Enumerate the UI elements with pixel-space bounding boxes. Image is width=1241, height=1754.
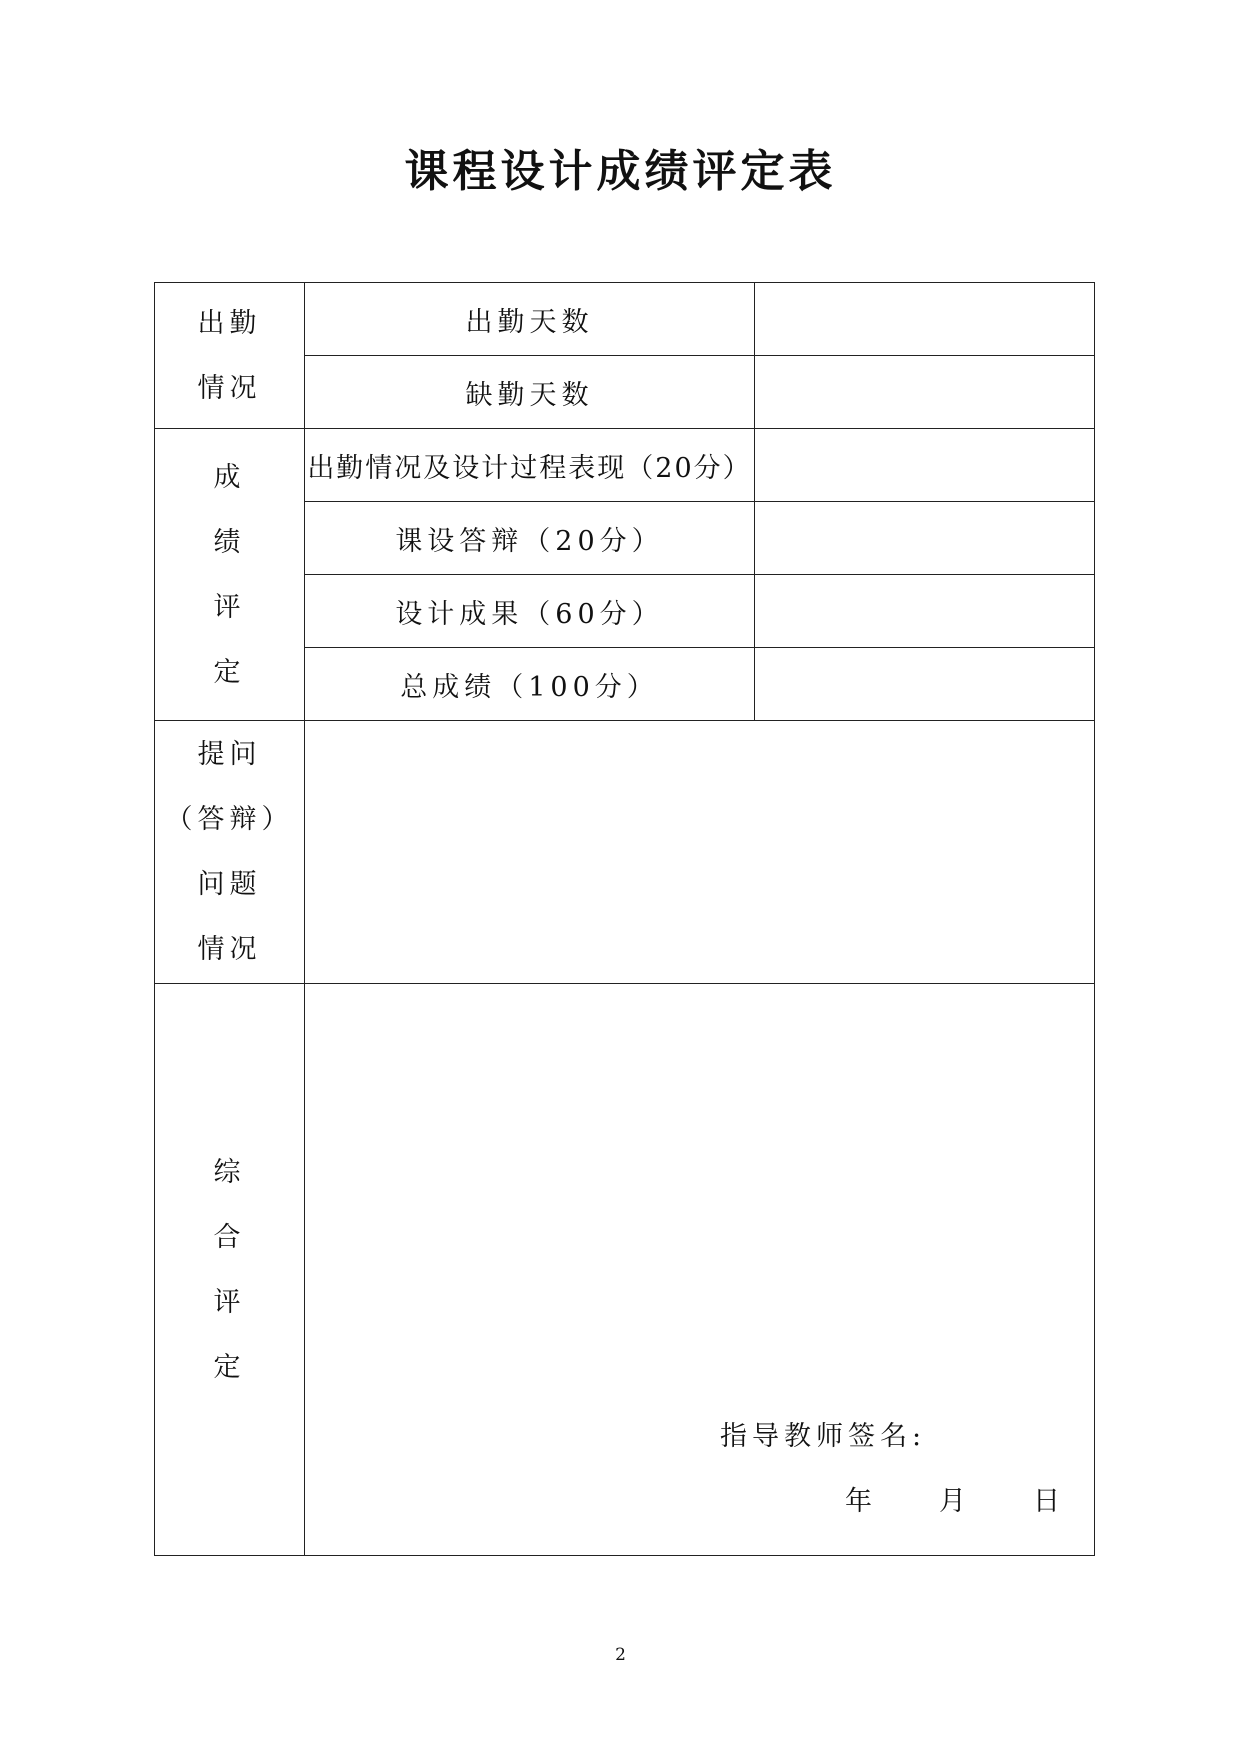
label-line: （答辩） <box>165 804 294 835</box>
process-performance-label: 出勤情况及设计过程表现（20分） <box>305 429 755 502</box>
label-line: 定 <box>213 656 246 688</box>
label-line: 问题 <box>197 869 262 900</box>
page-title: 课程设计成绩评定表 <box>404 146 837 197</box>
process-performance-score[interactable] <box>755 429 1095 502</box>
defense-score-label: 课设答辩（20分） <box>305 502 755 575</box>
date-year-label: 年 <box>845 1486 877 1517</box>
label-line: 出勤 <box>197 307 262 339</box>
label-line: 定 <box>213 1351 246 1383</box>
label-line: 评 <box>213 591 246 623</box>
date-day-label: 日 <box>1033 1486 1065 1517</box>
design-result-label: 设计成果（60分） <box>305 575 755 648</box>
overall-evaluation-content[interactable] <box>305 984 1095 1556</box>
attendance-section-label <box>155 283 305 429</box>
defense-questions-label <box>155 721 305 984</box>
signature-date <box>845 1479 1065 1518</box>
label-line: 合 <box>213 1221 246 1253</box>
defense-score-value[interactable] <box>755 502 1095 575</box>
total-score-value[interactable] <box>755 648 1095 721</box>
table-row <box>155 283 1095 356</box>
teacher-signature-label: 指导教师签名: <box>720 1421 927 1452</box>
table-row <box>155 721 1095 984</box>
grade-evaluation-table <box>154 282 1095 1556</box>
grading-section-label <box>155 429 305 721</box>
table-row <box>155 429 1095 502</box>
label-line: 绩 <box>213 526 246 558</box>
label-line: 情况 <box>197 934 262 965</box>
overall-evaluation-label <box>155 984 305 1556</box>
attendance-days-label: 出勤天数 <box>305 283 755 356</box>
label-line: 情况 <box>197 372 262 404</box>
label-line: 提问 <box>197 739 262 770</box>
label-line: 综 <box>213 1156 246 1188</box>
attendance-days-value[interactable] <box>755 283 1095 356</box>
label-line: 成 <box>213 461 246 493</box>
total-score-label: 总成绩（100分） <box>305 648 755 721</box>
page-number: 2 <box>615 1645 626 1665</box>
defense-questions-content[interactable] <box>305 721 1095 984</box>
table-row <box>155 984 1095 1556</box>
absence-days-label: 缺勤天数 <box>305 356 755 429</box>
absence-days-value[interactable] <box>755 356 1095 429</box>
design-result-score[interactable] <box>755 575 1095 648</box>
label-line: 评 <box>213 1286 246 1318</box>
date-month-label: 月 <box>939 1486 971 1517</box>
